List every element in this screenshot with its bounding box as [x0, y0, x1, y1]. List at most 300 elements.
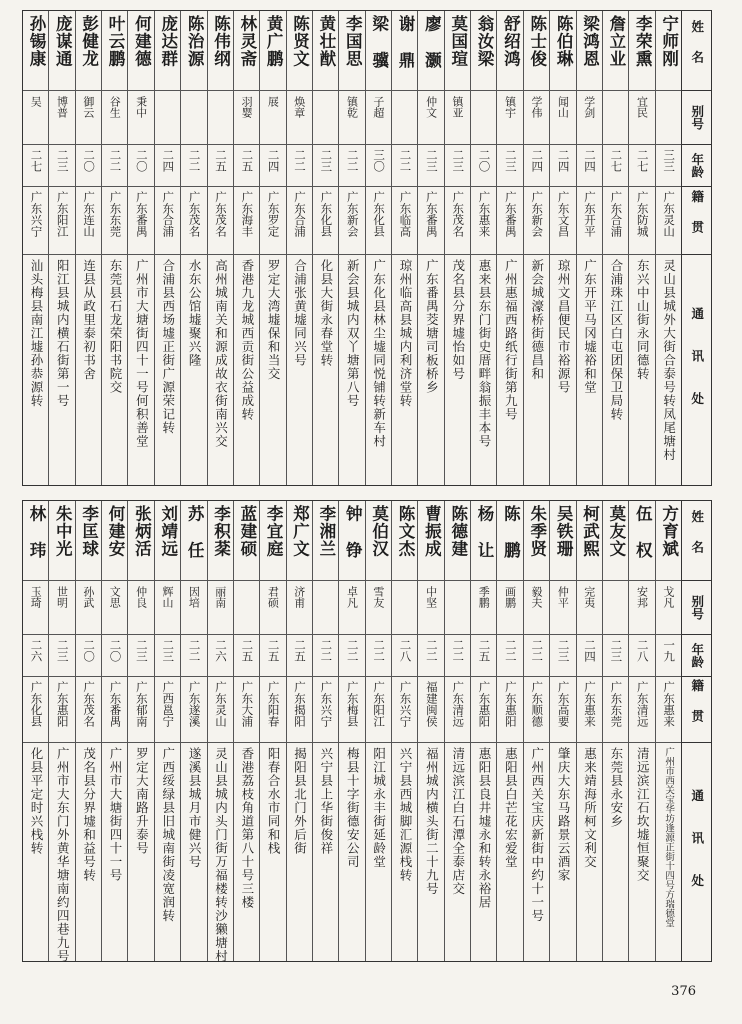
record-native: 广东文昌 — [556, 191, 571, 237]
record-age-cell — [155, 145, 180, 187]
record-name-cell — [234, 11, 259, 91]
header-age: 年龄 — [682, 635, 711, 677]
record-alias-cell — [208, 581, 233, 635]
record-native: 广东梅县 — [345, 681, 360, 727]
record-alias: 宜民 — [635, 96, 649, 118]
record-native-cell — [392, 187, 417, 255]
record-address-cell — [287, 743, 312, 963]
record-column — [655, 501, 681, 961]
record-address: 东莞县永安乡 — [608, 747, 624, 828]
record-address: 灵山县城内头门街万福楼转沙獭塘村 — [213, 747, 229, 963]
record-name: 柯武熙 — [580, 505, 600, 558]
record-address-cell — [102, 743, 127, 963]
record-age: 二五 — [240, 149, 255, 172]
record-address-cell — [366, 743, 391, 963]
record-native-cell — [260, 187, 285, 255]
record-column — [180, 11, 206, 485]
record-age-cell — [49, 145, 74, 187]
record-name-cell — [260, 501, 285, 581]
record-native: 广东兴宁 — [319, 681, 334, 727]
record-age-cell — [629, 145, 654, 187]
record-age: 二〇 — [82, 639, 97, 662]
record-name: 梁骥 — [369, 15, 389, 88]
record-address: 高州城南关和源成故衣街南兴交 — [213, 259, 229, 448]
record-alias-cell — [339, 91, 364, 145]
record-alias: 御云 — [81, 96, 95, 118]
record-native-cell — [313, 187, 338, 255]
record-address-cell — [603, 743, 628, 963]
record-address: 水东公馆墟聚兴隆 — [187, 259, 203, 367]
record-age-cell — [497, 145, 522, 187]
record-name: 吴铁珊 — [554, 505, 574, 558]
record-address: 东兴中山街永同德转 — [635, 259, 651, 381]
record-name: 谢鼎 — [395, 15, 415, 88]
record-address-cell — [287, 255, 312, 487]
record-address-cell — [208, 743, 233, 963]
record-native: 广东阳江 — [372, 681, 387, 727]
record-alias-cell — [234, 581, 259, 635]
record-address-cell — [471, 255, 496, 487]
record-age-cell — [339, 145, 364, 187]
record-native: 广西邕宁 — [161, 681, 176, 727]
record-native-cell — [234, 187, 259, 255]
record-native: 广东合浦 — [293, 191, 308, 237]
record-native: 广东防城 — [635, 191, 650, 237]
record-age-cell — [603, 145, 628, 187]
record-alias-cell — [497, 581, 522, 635]
record-address-cell — [234, 743, 259, 963]
record-name: 庞谋通 — [53, 15, 73, 68]
record-native: 广东合浦 — [609, 191, 624, 237]
record-age: 二三 — [503, 149, 518, 172]
record-native-cell — [497, 187, 522, 255]
record-name-cell — [287, 11, 312, 91]
record-address-cell — [550, 255, 575, 487]
record-native: 福建闽侯 — [424, 681, 439, 727]
record-name-cell — [497, 501, 522, 581]
record-name-cell — [550, 501, 575, 581]
record-name: 李荣熏 — [633, 15, 653, 68]
record-name-cell — [181, 11, 206, 91]
record-alias-cell — [445, 581, 470, 635]
record-address: 兴宁县西城脚汇源栈转 — [397, 747, 413, 882]
record-age: 二四 — [556, 149, 571, 172]
record-alias-cell — [629, 581, 654, 635]
record-name-cell — [23, 501, 48, 581]
record-name-cell — [234, 501, 259, 581]
record-native-cell — [497, 677, 522, 743]
record-alias: 世明 — [55, 586, 69, 608]
record-name-cell — [102, 501, 127, 581]
record-address-cell — [102, 255, 127, 487]
record-age-cell — [603, 635, 628, 677]
record-native-cell — [577, 187, 602, 255]
record-age: 二二 — [319, 639, 334, 662]
record-address: 广西绥绿县旧城南街凌宽润转 — [160, 747, 176, 923]
record-age: 二五 — [266, 639, 281, 662]
record-age-cell — [208, 145, 233, 187]
record-address-cell — [445, 743, 470, 963]
record-age-cell — [471, 145, 496, 187]
record-native: 广东阳江 — [55, 191, 70, 237]
record-alias-cell — [497, 91, 522, 145]
record-native: 广东合浦 — [161, 191, 176, 237]
record-age-cell — [208, 635, 233, 677]
record-name-cell — [656, 11, 681, 91]
record-column — [628, 501, 654, 961]
header-age: 年龄 — [682, 145, 711, 187]
record-column — [207, 501, 233, 961]
record-name-cell — [445, 501, 470, 581]
record-column — [207, 11, 233, 485]
record-address-cell — [260, 255, 285, 487]
record-address: 广州市大塘街四十一号何积善堂 — [134, 259, 150, 448]
record-address-cell — [339, 743, 364, 963]
record-native-cell — [208, 677, 233, 743]
record-name-cell — [49, 11, 74, 91]
record-column — [286, 501, 312, 961]
record-name: 陈伟纲 — [211, 15, 231, 68]
record-column — [154, 501, 180, 961]
lower-records — [23, 501, 681, 961]
record-address: 惠来县东门街史厝畔翁振丰本号 — [477, 259, 493, 448]
record-age-cell — [128, 635, 153, 677]
upper-header-column — [681, 11, 711, 485]
record-address-cell — [76, 743, 101, 963]
record-address-cell — [445, 255, 470, 487]
record-age-cell — [128, 145, 153, 187]
record-name: 陈伯琳 — [554, 15, 574, 68]
record-alias: 学剑 — [582, 96, 596, 118]
record-alias-cell — [366, 91, 391, 145]
record-native-cell — [550, 677, 575, 743]
record-native: 广东番禺 — [503, 191, 518, 237]
record-address: 清远滨江白石潭全泰店交 — [450, 747, 466, 896]
record-column — [602, 11, 628, 485]
record-alias-cell — [366, 581, 391, 635]
record-address-cell — [629, 743, 654, 963]
record-alias: 子超 — [371, 96, 385, 118]
record-column — [75, 11, 101, 485]
record-name-cell — [339, 11, 364, 91]
record-name-cell — [497, 11, 522, 91]
record-address: 连县从政里泰初书舍 — [81, 259, 97, 381]
record-name-cell — [392, 501, 417, 581]
record-age: 二六 — [213, 639, 228, 662]
record-name: 陈鹏 — [501, 505, 521, 578]
record-alias: 谷生 — [108, 96, 122, 118]
record-address-cell — [128, 255, 153, 487]
record-alias-cell — [550, 581, 575, 635]
record-age: 二五 — [240, 639, 255, 662]
record-column — [338, 501, 364, 961]
record-age-cell — [23, 145, 48, 187]
record-native: 广东东莞 — [609, 681, 624, 727]
lower-register-table — [22, 500, 712, 962]
record-age-cell — [23, 635, 48, 677]
record-alias: 镇亚 — [450, 96, 464, 118]
record-address-cell — [155, 255, 180, 487]
record-alias-cell — [102, 581, 127, 635]
record-native: 广东化县 — [372, 191, 387, 237]
record-alias: 君硕 — [266, 586, 280, 608]
record-address-cell — [76, 255, 101, 487]
record-age-cell — [339, 635, 364, 677]
record-native-cell — [445, 187, 470, 255]
record-address-cell — [339, 255, 364, 487]
record-address: 广东开平马冈墟裕和堂 — [582, 259, 598, 394]
record-age: 二五 — [477, 639, 492, 662]
record-age: 二二 — [345, 639, 360, 662]
record-age-cell — [629, 635, 654, 677]
record-column — [391, 11, 417, 485]
record-name: 李湘兰 — [316, 505, 336, 558]
record-name-cell — [366, 11, 391, 91]
record-alias: 毅夫 — [530, 586, 544, 608]
record-native-cell — [260, 677, 285, 743]
record-address: 清远滨江石坎墟恒聚交 — [635, 747, 651, 882]
record-name-cell — [208, 11, 233, 91]
record-alias-cell — [577, 581, 602, 635]
record-age-cell — [287, 145, 312, 187]
record-name-cell — [629, 501, 654, 581]
record-age: 二八 — [398, 639, 413, 662]
record-native-cell — [208, 187, 233, 255]
record-alias: 丽南 — [213, 586, 227, 608]
record-native: 广东揭阳 — [293, 681, 308, 727]
record-age: 二六 — [29, 639, 44, 662]
record-name-cell — [445, 11, 470, 91]
record-native-cell — [313, 677, 338, 743]
record-name-cell — [524, 501, 549, 581]
record-alias-cell — [471, 91, 496, 145]
record-column — [154, 11, 180, 485]
record-address-cell — [181, 743, 206, 963]
record-age-cell — [366, 145, 391, 187]
record-address-cell — [181, 255, 206, 487]
record-native-cell — [366, 187, 391, 255]
record-address: 罗定大南路升泰号 — [134, 747, 150, 855]
record-age: 二二 — [108, 149, 123, 172]
record-alias: 学伟 — [530, 96, 544, 118]
record-alias-cell — [418, 581, 443, 635]
record-alias: 焕章 — [292, 96, 306, 118]
record-address: 肇庆大东马路景云酒家 — [556, 747, 572, 882]
record-age-cell — [287, 635, 312, 677]
record-column — [23, 11, 48, 485]
record-native-cell — [577, 677, 602, 743]
record-alias-cell — [155, 581, 180, 635]
record-age: 二二 — [424, 639, 439, 662]
record-name: 李积棻 — [211, 505, 231, 558]
record-address-cell — [656, 255, 681, 487]
record-alias-cell — [76, 91, 101, 145]
record-address: 罗定大湾墟保和当交 — [266, 259, 282, 381]
record-address: 合浦珠江区白屯团保卫局转 — [608, 259, 624, 421]
record-name: 李宜庭 — [264, 505, 284, 558]
record-address: 香港九龙城西贡街公益成转 — [239, 259, 255, 421]
record-name-cell — [155, 501, 180, 581]
record-address: 梅县十字街德安公司 — [345, 747, 361, 869]
record-name: 莫伯汉 — [369, 505, 389, 558]
record-address: 香港荔枝角道第八十号三楼 — [239, 747, 255, 909]
record-column — [48, 501, 74, 961]
record-native-cell — [102, 187, 127, 255]
record-age-cell — [497, 635, 522, 677]
record-address-cell — [234, 255, 259, 487]
record-name-cell — [76, 11, 101, 91]
record-address-cell — [524, 255, 549, 487]
record-name: 宁师刚 — [659, 15, 679, 68]
record-name-cell — [392, 11, 417, 91]
record-column — [286, 11, 312, 485]
record-address: 阳江城永丰街延龄堂 — [371, 747, 387, 869]
record-age: 二八 — [635, 639, 650, 662]
record-native-cell — [471, 677, 496, 743]
record-alias: 季鹏 — [477, 586, 491, 608]
record-column — [127, 11, 153, 485]
record-native: 广东新会 — [530, 191, 545, 237]
record-alias: 博普 — [55, 96, 69, 118]
record-address-cell — [208, 255, 233, 487]
record-column — [101, 11, 127, 485]
record-age-cell — [234, 635, 259, 677]
record-alias-cell — [128, 581, 153, 635]
record-age: 二二 — [187, 149, 202, 172]
record-age: 三〇 — [372, 149, 387, 172]
record-age: 二二 — [293, 149, 308, 172]
record-alias-cell — [260, 581, 285, 635]
record-column — [655, 11, 681, 485]
record-column — [391, 501, 417, 961]
record-alias-cell — [49, 91, 74, 145]
record-column — [312, 501, 338, 961]
record-native: 广东惠来 — [662, 681, 677, 727]
record-name: 李国思 — [343, 15, 363, 68]
record-address: 茂名县分界墟和益号转 — [81, 747, 97, 882]
record-column — [444, 501, 470, 961]
record-age-cell — [418, 145, 443, 187]
record-alias-cell — [155, 91, 180, 145]
record-alias-cell — [629, 91, 654, 145]
record-alias: 玉琦 — [29, 586, 43, 608]
record-age-cell — [366, 635, 391, 677]
record-alias: 羽婴 — [240, 96, 254, 118]
record-alias-cell — [445, 91, 470, 145]
record-native-cell — [339, 677, 364, 743]
record-age: 二二 — [398, 149, 413, 172]
record-column — [549, 11, 575, 485]
record-native: 广东顺德 — [530, 681, 545, 727]
record-name-cell — [23, 11, 48, 91]
upper-register-table — [22, 10, 712, 486]
record-native-cell — [392, 677, 417, 743]
record-name-cell — [656, 501, 681, 581]
record-alias: 文思 — [108, 586, 122, 608]
record-native: 广东兴宁 — [29, 191, 44, 237]
header-address: 通讯处 — [689, 307, 705, 435]
record-age-cell — [76, 635, 101, 677]
record-native: 广东高要 — [556, 681, 571, 727]
record-native-cell — [128, 677, 153, 743]
record-native-cell — [49, 187, 74, 255]
record-age: 二三 — [161, 639, 176, 662]
record-name: 黄广鹏 — [264, 15, 284, 68]
record-native-cell — [287, 677, 312, 743]
record-address: 茂名县分界墟怡如号 — [450, 259, 466, 381]
record-column — [470, 11, 496, 485]
record-address: 琼州文昌便民市裕源号 — [556, 259, 572, 394]
record-age-cell — [445, 145, 470, 187]
record-name-cell — [550, 11, 575, 91]
record-name-cell — [49, 501, 74, 581]
header-name: 姓名 — [682, 501, 711, 581]
record-name-cell — [577, 501, 602, 581]
record-age: 二二 — [530, 639, 545, 662]
record-name: 陈文杰 — [395, 505, 415, 558]
record-address-cell — [524, 743, 549, 963]
record-age-cell — [102, 145, 127, 187]
record-age-cell — [550, 635, 575, 677]
record-address: 遂溪县城月市健兴号 — [187, 747, 203, 869]
record-alias-cell — [656, 581, 681, 635]
record-native-cell — [445, 677, 470, 743]
record-name: 陈士俊 — [527, 15, 547, 68]
record-name: 苏任 — [185, 505, 205, 578]
record-alias: 安邦 — [635, 586, 649, 608]
record-native-cell — [524, 677, 549, 743]
record-name: 杨让 — [475, 505, 495, 578]
record-age: 二二 — [345, 149, 360, 172]
record-native-cell — [181, 187, 206, 255]
record-address: 惠阳县良井墟永和转永裕居 — [477, 747, 493, 909]
record-age: 二〇 — [108, 639, 123, 662]
record-native-cell — [524, 187, 549, 255]
record-name-cell — [577, 11, 602, 91]
record-alias: 展 — [266, 96, 280, 107]
record-name: 翁汝梁 — [475, 15, 495, 68]
record-address-cell — [313, 255, 338, 487]
record-age-cell — [313, 145, 338, 187]
record-name: 何建安 — [106, 505, 126, 558]
record-age-cell — [102, 635, 127, 677]
record-name: 林玮 — [26, 505, 46, 578]
record-native-cell — [418, 677, 443, 743]
record-address-cell — [260, 743, 285, 963]
record-native-cell — [234, 677, 259, 743]
record-alias: 戈凡 — [661, 586, 675, 608]
record-native: 广东遂溪 — [187, 681, 202, 727]
record-address: 新会城濠桥街德昌和 — [529, 259, 545, 381]
record-column — [628, 11, 654, 485]
record-name: 刘靖远 — [158, 505, 178, 558]
header-native: 籍贯 — [682, 187, 711, 255]
record-age: 二三 — [55, 149, 70, 172]
record-age: 二七 — [635, 149, 650, 172]
record-name: 陈贤文 — [290, 15, 310, 68]
record-alias: 完夷 — [582, 586, 596, 608]
record-name: 彭健龙 — [79, 15, 99, 68]
record-age: 二三 — [556, 639, 571, 662]
record-address-cell — [366, 255, 391, 487]
record-native: 广东茂名 — [451, 191, 466, 237]
record-address-cell — [629, 255, 654, 487]
record-name: 舒绍鸿 — [501, 15, 521, 68]
record-age: 二四 — [582, 149, 597, 172]
record-name: 伍权 — [633, 505, 653, 578]
record-name-cell — [418, 501, 443, 581]
record-alias: 辉山 — [160, 586, 174, 608]
